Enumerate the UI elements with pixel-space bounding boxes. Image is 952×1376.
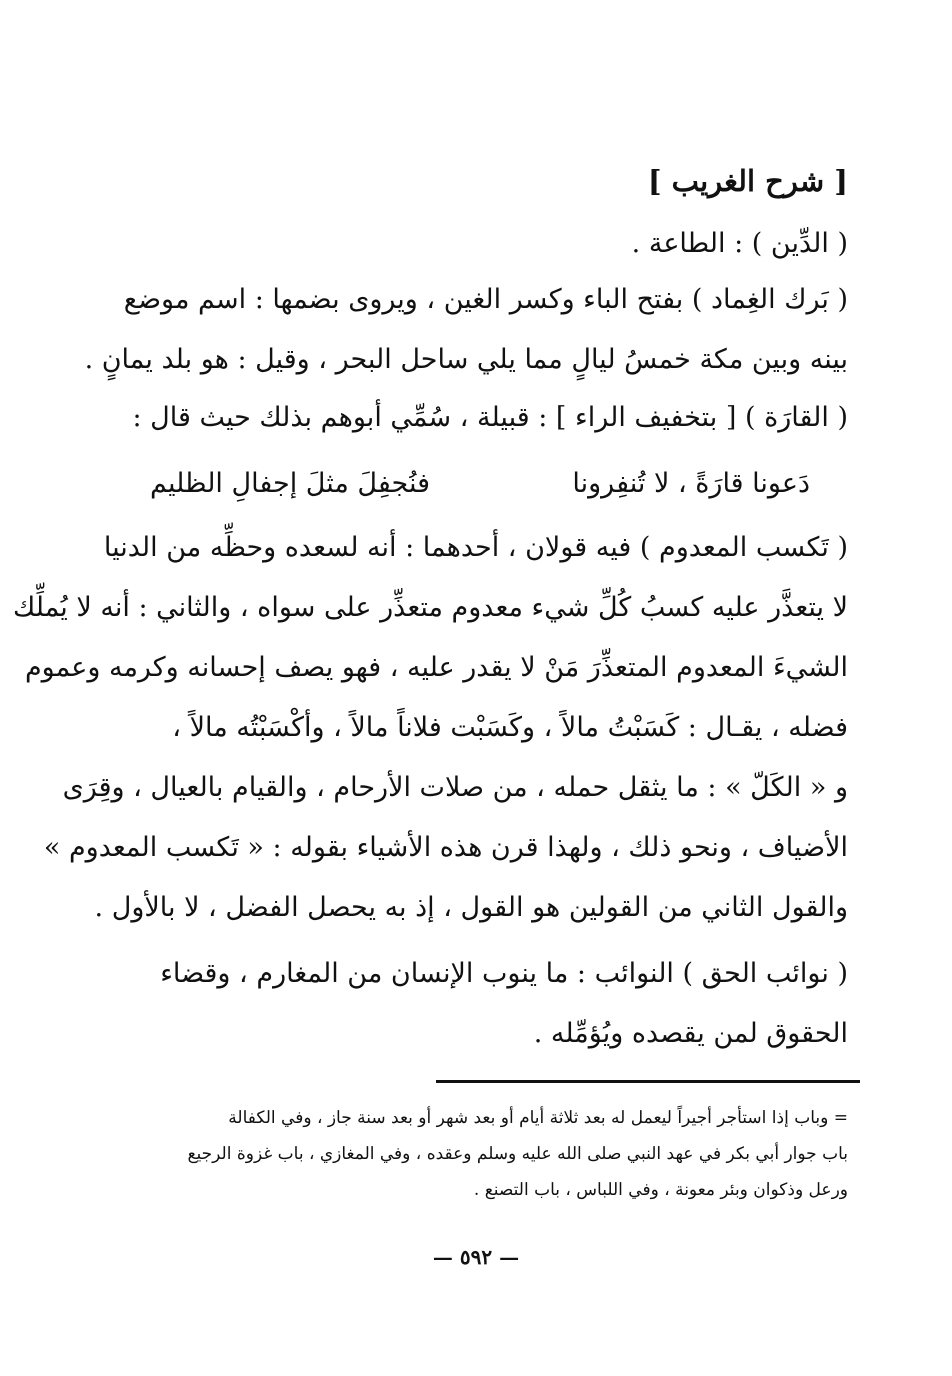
footnote (110, 1100, 848, 1208)
paragraph-nawaib-alhaqq (120, 944, 848, 1064)
footnote-line: باب جوار أبي بكر في عهد النبي صلى الله عليه وسلم وعقده ، وفي المغازي ، باب غزوة الرجيع (187, 1144, 848, 1164)
text-line: بينه وبين مكة خمسُ ليالٍ مما يلي ساحل البحر ، وقيل : هو بلد يمانٍ . (84, 344, 848, 375)
text-line: الحقوق لمن يقصده ويُؤمِّله . (533, 1018, 848, 1049)
text-line: والقول الثاني من القولين هو القول ، إذ به يحصل الفضل ، لا بالأول . (94, 892, 848, 923)
text-line: فضله ، يقـال : كَسَبْتُ مالاً ، وكَسَبْت فلاناً مالاً ، وأكْسَبْتُه مالاً ، (172, 712, 848, 743)
text-line: ( بَرك الغِماد ) بفتح الباء وكسر الغين ، ويروى بضمها : اسم موضع (123, 284, 848, 315)
text-line: ( القارَة ) [ بتخفيف الراء ] : قبيلة ، سُمِّي أبوهم بذلك حيث قال : (132, 402, 848, 433)
poetry-verse (150, 454, 810, 514)
footnote-line: ورعل وذكوان وبئر معونة ، وفي اللباس ، باب التصنع . (473, 1180, 848, 1200)
text-line: الأضياف ، ونحو ذلك ، ولهذا قرن هذه الأشياء بقوله : « تَكسب المعدوم » (43, 832, 848, 863)
text-line: ( الدِّين ) : الطاعة . (631, 228, 848, 259)
paragraph-taksib-almadum (13, 518, 848, 938)
paragraph-bark-alghimad (84, 270, 848, 390)
text-line: ( تَكسب المعدوم ) فيه قولان ، أحدهما : أنه لسعده وحظِّه من الدنيا (103, 532, 848, 563)
paragraph-alqara (120, 388, 848, 448)
section-heading: [ شرح الغريب ] (647, 164, 848, 198)
text-line: و « الكَلّ » : ما يثقل حمله ، من صلات الأرحام ، والقيام بالعيال ، وقِرَى (62, 772, 848, 803)
page-number: — ٥٩٢ — (432, 1245, 520, 1269)
footnote-line: = وباب إذا استأجر أجيراً ليعمل له بعد ثلاثة أيام أو بعد شهر أو بعد سنة جاز ، وفي الكفالة (228, 1108, 848, 1128)
verse-first-hemistich: دَعونا قارَةً ، لا تُنفِرونا (572, 468, 810, 499)
text-line: الشيءَ المعدوم المتعذِّرَ مَنْ لا يقدر عليه ، فهو يصف إحسانه وكرمه وعموم (24, 652, 848, 683)
text-line: لا يتعذَّر عليه كسبُ كُلِّ شيء معدوم متعذِّر على سواه ، والثاني : أنه لا يُملِّك (13, 592, 848, 623)
text-line: ( نوائب الحق ) النوائب : ما ينوب الإنسان من المغارم ، وقضاء (160, 958, 848, 989)
verse-second-hemistich: فنُجفِلَ مثلَ إجفالِ الظليم (150, 468, 431, 499)
paragraph-din (120, 214, 848, 274)
footnote-divider (436, 1080, 860, 1083)
